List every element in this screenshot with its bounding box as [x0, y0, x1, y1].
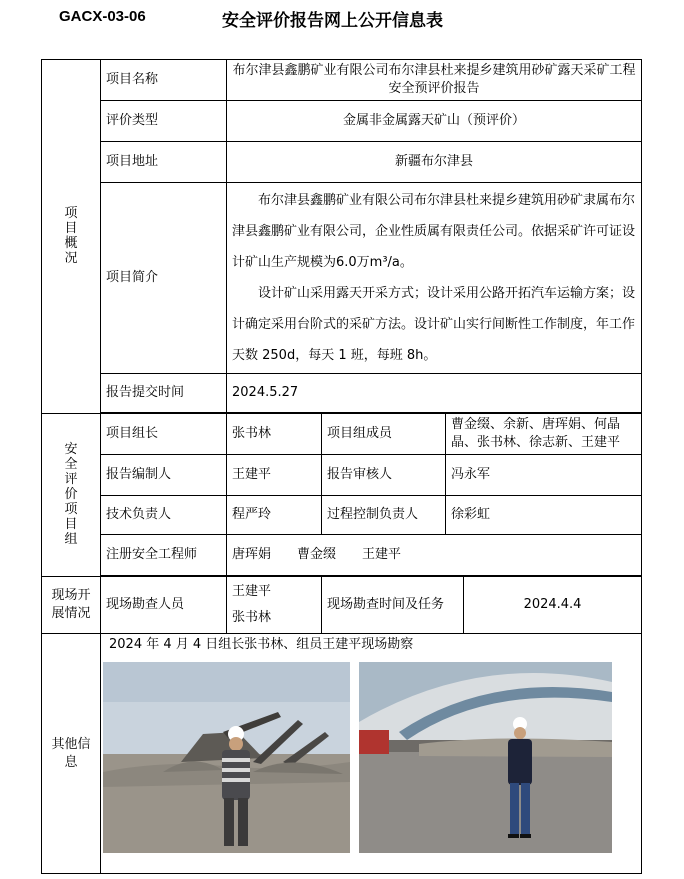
safety-engineer-label: 注册安全工程师: [101, 535, 227, 576]
tech-lead-value: 程严玲: [227, 496, 322, 535]
report-reviewer-label: 报告审核人: [322, 455, 446, 496]
process-control-label: 过程控制负责人: [322, 496, 446, 535]
eval-type-value: 金属非金属露天矿山（预评价）: [227, 101, 642, 142]
site-time-value: 2024.4.4: [464, 577, 642, 634]
tech-lead-label: 技术负责人: [101, 496, 227, 535]
document-title: 安全评价报告网上公开信息表: [222, 11, 443, 31]
project-name-value: 布尔津县鑫鹏矿业有限公司布尔津县杜来提乡建筑用砂矿露天采矿工程安全预评价报告: [227, 60, 642, 101]
team-members-value: 曹金缀、余新、唐珲娟、何晶晶、张书林、徐志新、王建平: [446, 414, 642, 455]
surveyor-1: 王建平: [232, 584, 272, 599]
project-intro-paragraph-2: 设计矿山采用露天开采方式；设计采用公路开拓汽车运输方案；设计确定采用台阶式的采矿方法。设计矿山实行间断性工作制度，年工作天数 250d，每天 1 班，每班 8h。: [232, 286, 636, 363]
report-reviewer-value: 冯永军: [446, 455, 642, 496]
section-overview-label: 项目概况: [64, 205, 78, 266]
team-leader-label: 项目组长: [101, 414, 227, 455]
team-members-label: 项目组成员: [322, 414, 446, 455]
section-team-label: 安全评价项目组: [64, 441, 78, 547]
project-intro-value: [227, 183, 642, 374]
site-time-label: 现场勘查时间及任务: [322, 577, 464, 634]
eval-type-label: 评价类型: [101, 101, 227, 142]
section-overview: [42, 60, 101, 414]
site-photo-2: [359, 662, 612, 853]
site-photo-1: [103, 662, 350, 853]
section-team: [42, 414, 101, 577]
project-address-value: 新疆布尔津县: [227, 142, 642, 183]
process-control-value: 徐彩虹: [446, 496, 642, 535]
report-author-value: 王建平: [227, 455, 322, 496]
report-author-label: 报告编制人: [101, 455, 227, 496]
project-intro-label: 项目简介: [101, 183, 227, 374]
photo-gallery: [109, 662, 633, 858]
team-leader-value: 张书林: [227, 414, 322, 455]
site-surveyors-value: [227, 577, 322, 634]
project-name-label: 项目名称: [101, 60, 227, 101]
project-address-label: 项目地址: [101, 142, 227, 183]
submit-time-label: 报告提交时间: [101, 374, 227, 413]
section-other: [42, 634, 101, 874]
document-code: GACX-03-06: [59, 8, 146, 25]
info-table: [41, 59, 642, 874]
project-intro-paragraph-1: 布尔津县鑫鹏矿业有限公司布尔津县杜来提乡建筑用砂矿隶属布尔津县鑫鹏矿业有限公司，企业性质属有限责任公司。依据采矿许可证设计矿山生产规模为6.0万m³/a。: [232, 193, 636, 270]
section-other-label: 其他信息: [51, 736, 91, 770]
other-info-cell: [101, 634, 642, 874]
site-note: 2024 年 4 月 4 日组长张书林、组员王建平现场勘察: [109, 637, 414, 652]
surveyor-2: 张书林: [232, 610, 272, 625]
submit-time-value: 2024.5.27: [227, 374, 642, 413]
safety-engineer-value: 唐珲娟 曹金缀 王建平: [227, 535, 642, 576]
site-surveyors-label: 现场勘查人员: [101, 577, 227, 634]
section-site: 现场开展情况: [42, 577, 101, 634]
